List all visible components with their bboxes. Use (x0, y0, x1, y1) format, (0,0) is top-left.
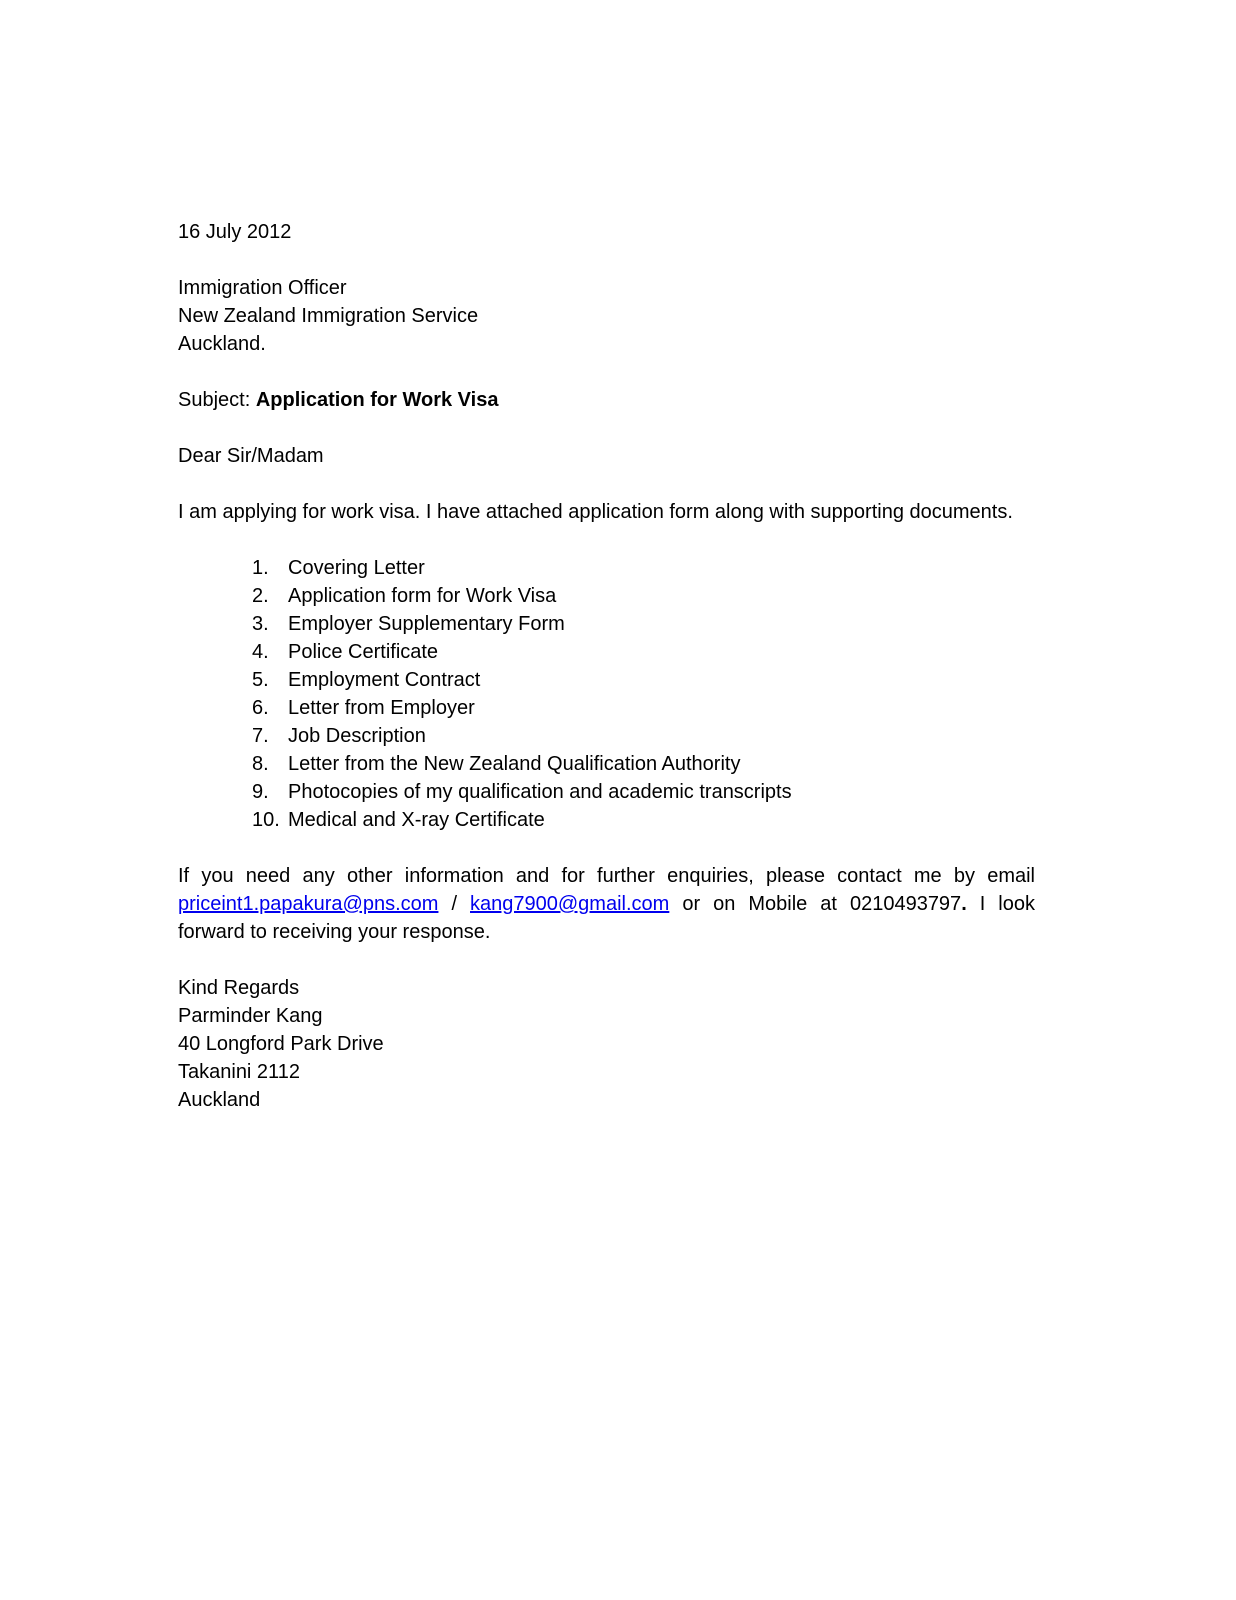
list-number: 6. (252, 697, 269, 719)
list-label: Employment Contract (288, 669, 481, 691)
list-number: 7. (252, 725, 269, 747)
contact-period: . (961, 893, 967, 915)
intro-paragraph: I am applying for work visa. I have attached application form along with supporting documents. (178, 501, 1013, 523)
list-number: 10. (252, 809, 280, 831)
list-number: 1. (252, 557, 269, 579)
list-item (178, 722, 1035, 750)
list-item (178, 582, 1035, 610)
list-label: Letter from Employer (288, 697, 475, 719)
list-number: 8. (252, 753, 269, 775)
list-item (178, 694, 1035, 722)
list-label: Photocopies of my qualification and academic transcripts (288, 781, 792, 803)
email-link-pns[interactable]: priceint1.papakura@pns.com (178, 893, 439, 915)
subject-label: Subject: (178, 389, 256, 411)
list-label: Police Certificate (288, 641, 439, 663)
signature-block (178, 974, 1035, 1114)
subject-title: Application for Work Visa (255, 389, 499, 411)
subject-line (178, 386, 1035, 414)
signature-address: 40 Longford Park Drive (178, 1033, 384, 1055)
list-item (178, 554, 1035, 582)
contact-text: or on Mobile at 0210493797 (669, 893, 962, 915)
contact-paragraph (178, 862, 1035, 946)
list-label: Employer Supplementary Form (288, 613, 565, 635)
email-separator: / (438, 893, 471, 915)
list-number: 3. (252, 613, 269, 635)
list-label: Job Description (288, 725, 426, 747)
list-label: Letter from the New Zealand Qualification Authority (288, 753, 741, 775)
list-item (178, 778, 1035, 806)
recipient-line: New Zealand Immigration Service (178, 305, 479, 327)
recipient-line: Auckland. (178, 333, 266, 355)
salutation: Dear Sir/Madam (178, 445, 324, 467)
attachment-list (178, 554, 1035, 834)
email-link-gmail[interactable]: kang7900@gmail.com (470, 893, 670, 915)
contact-text: If you need any other information and for further enquiries, please contact me by email (178, 865, 1035, 887)
list-label: Medical and X-ray Certificate (288, 809, 545, 831)
list-label: Covering Letter (288, 557, 425, 579)
letter-date: 16 July 2012 (178, 221, 292, 243)
list-item (178, 750, 1035, 778)
list-number: 5. (252, 669, 269, 691)
list-item (178, 638, 1035, 666)
signature-address: Auckland (178, 1089, 261, 1111)
list-item (178, 666, 1035, 694)
contact-text: I look forward to receiving your response. (178, 893, 1036, 943)
list-number: 4. (252, 641, 269, 663)
signature-address: Takanini 2112 (178, 1061, 300, 1083)
list-number: 9. (252, 781, 269, 803)
list-item (178, 806, 1035, 834)
closing: Kind Regards (178, 977, 300, 999)
list-number: 2. (252, 585, 269, 607)
list-item (178, 610, 1035, 638)
list-label: Application form for Work Visa (288, 585, 557, 607)
recipient-line: Immigration Officer (178, 277, 347, 299)
recipient-address (178, 274, 1035, 358)
signature-name: Parminder Kang (178, 1005, 323, 1027)
